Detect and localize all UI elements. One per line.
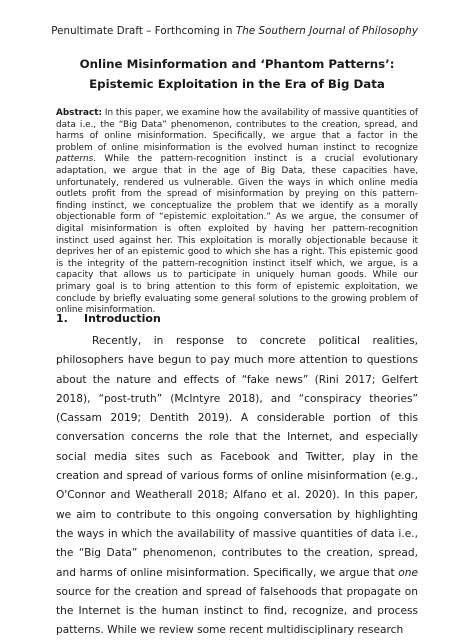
paper-title: Online Misinformation and ‘Phantom Patterns’: Epistemic Exploitation in the Era of Big Data [79, 57, 395, 91]
abstract-label: Abstract: [56, 108, 103, 118]
abstract-text-2: . While the pattern-recognition instinct is a crucial evolutionary adaptation, we argue that in the age of Big Data, these capacities have, unfortunately, rendered us vulnerable. Given the ways in which online media outlets profit from the spread of misinformation by preying on this pattern-finding instinct, we conceptualize the problem that we identify as a morally objectionable form of “epistemic exploitation.” As we argue, the consumer of digital misinformation is often exploited by having her pattern-recognition instinct used against her. This exploitation is morally objectionable because it deprives her of an epistemic good to which she has a right. This epistemic good is the integrity of the pattern-recognition instinct itself which, we argue, is a capacity that allows us to participate in uniquely human goods. While our primary goal is to bring attention to this form of epistemic exploitation, we conclude by briefly evaluating some general solutions to the growing problem of online misinformation. [56, 154, 418, 316]
abstract-text-1: In this paper, we examine how the availability of massive quantities of data i.e., the “Big Data” phenomenon, contributes to the creation, spread, and harms of online misinformation. Specifically, we argue that a factor in the problem of online misinformation is the evolved human instinct to recognize [56, 108, 418, 153]
section-heading [56, 312, 161, 325]
intro-paragraph [56, 332, 418, 641]
header-prefix: Penultimate Draft – Forthcoming in [51, 26, 236, 37]
journal-name: The Southern Journal of Philosophy [235, 26, 418, 37]
body-emphasis: one [398, 566, 418, 579]
section-number: 1. [56, 312, 68, 325]
body-text-1: Recently, in response to concrete political realities, philosophers have begun to pay much more attention to questions about the nature and effects of “fake news” (Rini 2017; Gelfert 2018), “post-truth” (McIntyre 2018), and “conspiracy theories” (Cassam 2019; Dentith 2019). A considerable portion of this conversation concerns the role that the Internet, and especially social media sites such as Facebook and Twitter, play in the creation and spread of various forms of online misinformation (e.g., O'Connor and Weatherall 2018; Alfano et al. 2020). In this paper, we aim to contribute to this ongoing conversation by highlighting the ways in which the availability of massive quantities of data i.e., the “Big Data” phenomenon, contributes to the creation, spread, and harms of online misinformation. Specifically, we argue that [56, 335, 418, 579]
running-header [51, 26, 418, 37]
section-title: Introduction [84, 312, 161, 325]
abstract [56, 108, 418, 317]
body-text-2: source for the creation and spread of falsehoods that propagate on the Internet is the human instinct to find, recognize, and process patterns. While we review some recent multidisciplinary research [56, 585, 418, 637]
abstract-emphasis: patterns [56, 154, 94, 165]
